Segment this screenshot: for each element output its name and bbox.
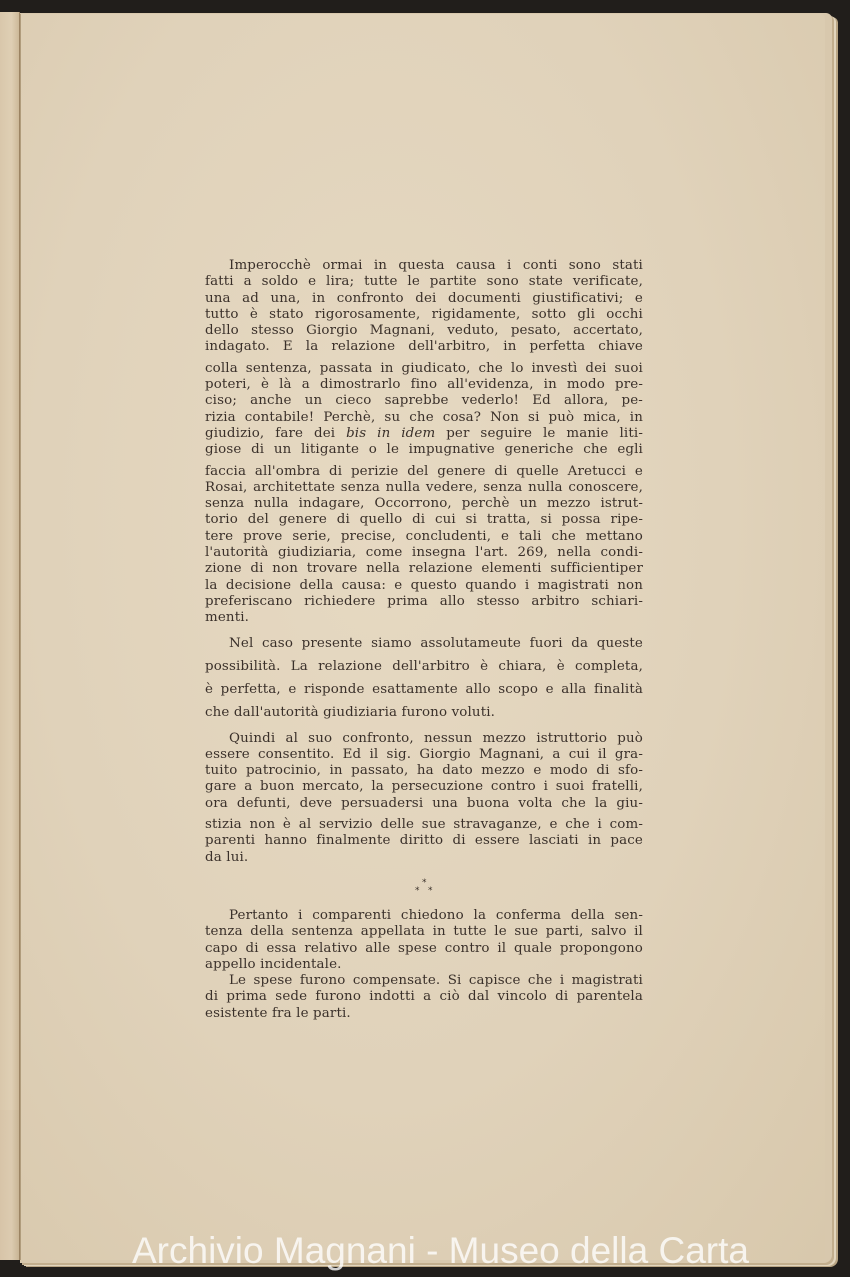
- left-page-edge-lower: [0, 1110, 20, 1260]
- star-glyph: *: [422, 877, 427, 888]
- text-line: tutto è stato rigorosamente, rigidamente, sotto gli occhi: [205, 306, 643, 322]
- text-line: una ad una, in confronto dei documenti giustificativi; e: [205, 290, 643, 306]
- text-line: parenti hanno finalmente diritto di essere lasciati in pace: [205, 833, 643, 849]
- text-line: che dall'autorità giudiziaria furono voluti.: [205, 704, 496, 720]
- text-line-with-italic: [205, 426, 643, 442]
- text-line: colla sentenza, passata in giudicato, che lo investì dei suoi: [205, 360, 643, 376]
- star-glyph: *: [428, 885, 433, 896]
- text-line: dello stesso Giorgio Magnani, veduto, pesato, accertato,: [205, 323, 643, 339]
- asterism-icon: [205, 878, 643, 900]
- text-run: giudizio, fare dei: [205, 425, 347, 441]
- text-line: la decisione della causa: e questo quando i magistrati non: [205, 577, 643, 593]
- text-line: possibilità. La relazione dell'arbitro è chiara, è completa,: [205, 658, 643, 674]
- text-line: Nel caso presente siamo assolutameute fuori da queste: [229, 635, 643, 651]
- text-line: capo di essa relativo alle spese contro il quale propongono: [205, 940, 643, 956]
- text-line: ora defunti, deve persuadersi una buona volta che la giu-: [205, 795, 643, 811]
- text-line: rizia contabile! Perchè, su che cosa? Non si può mica, in: [205, 409, 643, 425]
- text-line: senza nulla indagare, Occorrono, perchè un mezzo istrut-: [205, 496, 643, 512]
- text-line: esistente fra le parti.: [205, 1005, 351, 1021]
- text-line: Rosai, architettate senza nulla vedere, senza nulla conoscere,: [205, 479, 643, 495]
- text-line: Quindi al suo confronto, nessun mezzo istruttorio può: [229, 730, 643, 746]
- text-run: per seguire le manie liti-: [435, 425, 643, 441]
- document-body: [205, 258, 643, 1022]
- archive-watermark: Archivio Magnani - Museo della Carta: [132, 1230, 749, 1271]
- text-line: giose di un litigante o le impugnative generiche che egli: [205, 442, 643, 458]
- text-line: l'autorità giudiziaria, come insegna l'art. 269, nella condi-: [205, 545, 643, 561]
- text-line: gare a buon mercato, la persecuzione contro i suoi fratelli,: [205, 779, 643, 795]
- text-line: di prima sede furono indotti a ciò dal vincolo di parentela: [205, 989, 643, 1005]
- text-line: appello incidentale.: [205, 956, 342, 972]
- star-glyph: *: [415, 885, 420, 896]
- latin-phrase: bis in idem: [346, 425, 436, 441]
- text-line: indagato. E la relazione dell'arbitro, in perfetta chiave: [205, 339, 643, 355]
- text-line: stizia non è al servizio delle sue stravaganze, e che i com-: [205, 817, 643, 833]
- text-line: zione di non trovare nella relazione elementi sufficientiper: [205, 561, 643, 577]
- text-line: tenza della sentenza appellata in tutte le sue parti, salvo il: [205, 924, 643, 940]
- text-line: faccia all'ombra di perizie del genere di quelle Aretucci e: [205, 463, 643, 479]
- text-line: preferiscano richiedere prima allo stesso arbitro schiari-: [205, 593, 643, 609]
- text-line: torio del genere di quello di cui si tratta, si possa ripe-: [205, 512, 643, 528]
- text-line: poteri, è là a dimostrarlo fino all'evidenza, in modo pre-: [205, 377, 643, 393]
- text-line: Le spese furono compensate. Si capisce che i magistrati: [229, 973, 643, 989]
- text-line: Pertanto i comparenti chiedono la conferma della sen-: [229, 907, 643, 923]
- text-line: menti.: [205, 610, 250, 626]
- text-line: da lui.: [205, 849, 249, 865]
- text-line: ciso; anche un cieco saprebbe vederlo! Ed allora, pe-: [205, 393, 643, 409]
- text-line: è perfetta, e risponde esattamente allo scopo e alla finalità: [205, 681, 643, 697]
- text-line: tere prove serie, precise, concludenti, e tali che mettano: [205, 528, 643, 544]
- text-line: fatti a soldo e lira; tutte le partite sono state verificate,: [205, 274, 643, 290]
- text-line: essere consentito. Ed il sig. Giorgio Magnani, a cui il gra-: [205, 746, 643, 762]
- text-line: Imperocchè ormai in questa causa i conti sono stati: [229, 258, 643, 273]
- text-line: tuito patrocinio, in passato, ha dato mezzo e modo di sfo-: [205, 763, 643, 779]
- left-page-edge: [0, 12, 20, 1110]
